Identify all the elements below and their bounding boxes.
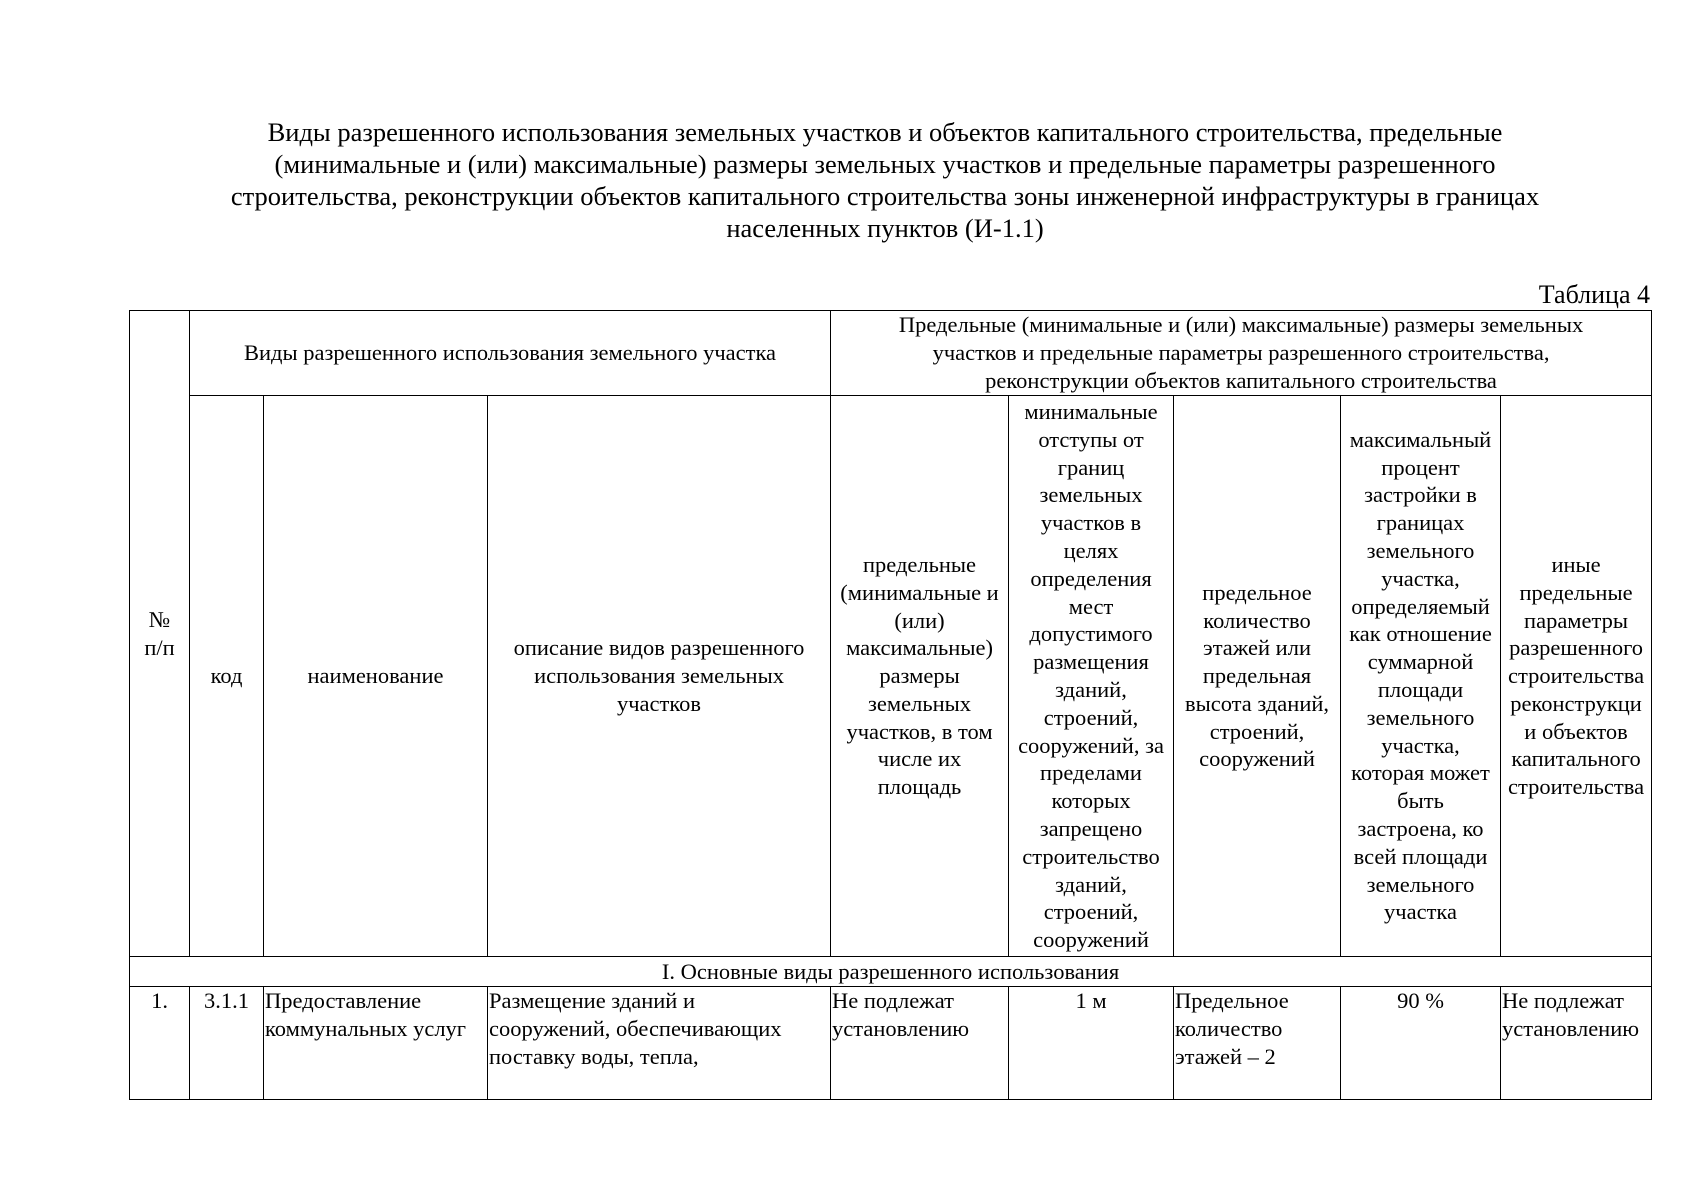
table-row [130, 987, 1652, 1100]
row-code: 3.1.1 [190, 987, 264, 1100]
document-title: Виды разрешенного использования земельных участков и объектов капитального строительства, предельные (минимальные и (или) максимальные) размеры земельных участков и предельные параметры разрешенного строительства, реконструкции объектов капитального строительства зоны инженерной инфраструктуры в границах населенных пунктов (И-1.1) [230, 117, 1540, 243]
row-description: Размещение зданий и сооружений, обеспечивающих поставку воды, тепла, [488, 987, 831, 1100]
header-floors: предельное количество этажей или предельная высота зданий, строений, сооружений [1174, 396, 1341, 957]
header-name: наименование [264, 396, 488, 957]
header-num: № п/п [130, 311, 190, 957]
header-description: описание видов разрешенного использования земельных участков [488, 396, 831, 957]
header-setbacks: минимальные отступы от границ земельных участков в целях определения мест допустимого размещения зданий, строений, сооружений, за пределами которых запрещено строительство зданий, строений, сооружений [1009, 396, 1174, 957]
row-other: Не подлежат установлению [1501, 987, 1652, 1100]
header-group-uses: Виды разрешенного использования земельного участка [190, 311, 831, 396]
land-use-table [129, 310, 1652, 1100]
header-plot-size: предельные (минимальные и (или) максимальные) размеры земельных участков, в том числе их площадь [831, 396, 1009, 957]
header-coverage: максимальный процент застройки в границах земельного участка, определяемый как отношение суммарной площади земельного участка, которая может быть застроена, ко всей площади земельного участка [1341, 396, 1501, 957]
header-code: код [190, 396, 264, 957]
row-name: Предоставление коммунальных услуг [264, 987, 488, 1100]
table-label: Таблица 4 [1538, 280, 1650, 309]
row-plot-size: Не подлежат установлению [831, 987, 1009, 1100]
row-coverage: 90 % [1341, 987, 1501, 1100]
row-num: 1. [130, 987, 190, 1100]
row-setbacks: 1 м [1009, 987, 1174, 1100]
section-title: I. Основные виды разрешенного использования [130, 957, 1652, 987]
header-other: иные предельные параметры разрешенного строительства реконструкци и объектов капитального строительства [1501, 396, 1652, 957]
row-floors: Предельное количество этажей – 2 [1174, 987, 1341, 1100]
header-group-limits: Предельные (минимальные и (или) максимальные) размеры земельных участков и предельные параметры разрешенного строительства, реконструкции объектов капитального строительства [831, 311, 1652, 396]
